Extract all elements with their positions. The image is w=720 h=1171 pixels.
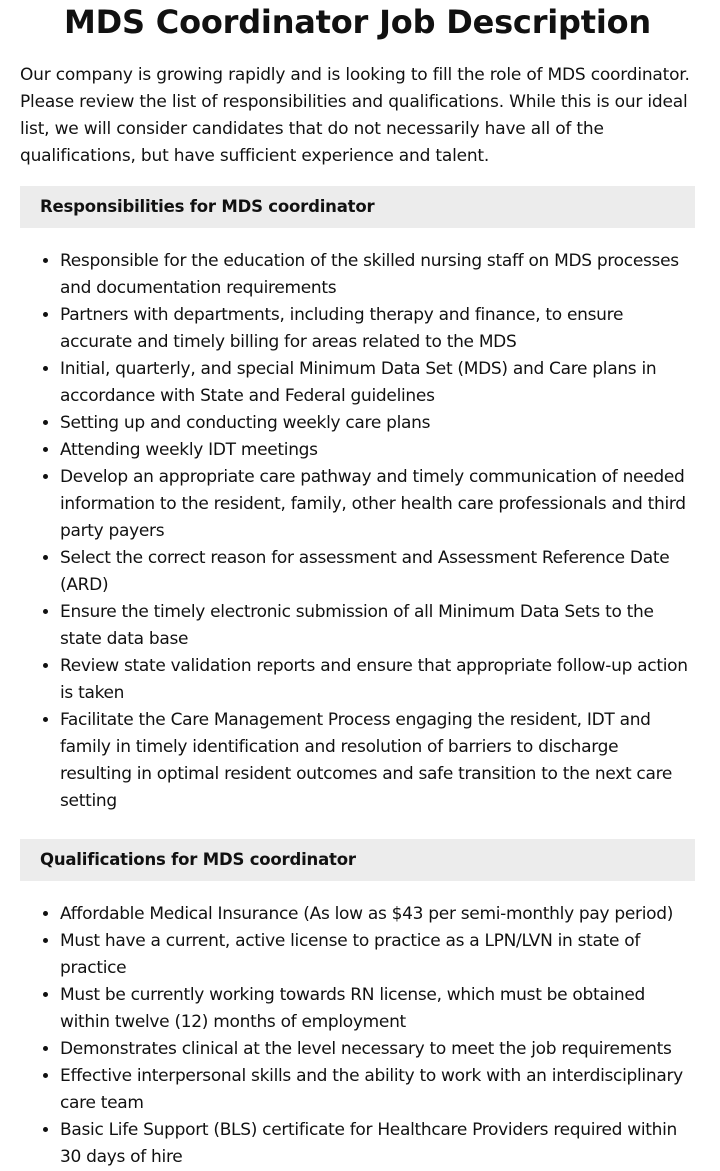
list-item: • Initial, quarterly, and special Minimum Data Set (MDS) and Care plans in accordance with State and Federal guidelines <box>60 356 695 410</box>
responsibilities-list <box>20 248 695 815</box>
list-item: • Affordable Medical Insurance (As low as $43 per semi-monthly pay period) <box>60 901 695 928</box>
list-item: • Must be currently working towards RN license, which must be obtained within twelve (12) months of employment <box>60 982 695 1036</box>
intro-paragraph: Our company is growing rapidly and is looking to fill the role of MDS coordinator. Please review the list of responsibilities and qualifications. While this is our ideal list, we will consider candidates that do not necessarily have all of the qualifications, but have sufficient experience and talent. <box>20 65 690 166</box>
list-item: • Develop an appropriate care pathway and timely communication of needed information to the resident, family, other health care professionals and third party payers <box>60 464 695 545</box>
list-item: • Setting up and conducting weekly care plans <box>60 410 695 437</box>
list-item: • Effective interpersonal skills and the ability to work with an interdisciplinary care team <box>60 1063 695 1117</box>
list-item: • Ensure the timely electronic submission of all Minimum Data Sets to the state data base <box>60 599 695 653</box>
list-item: • Responsible for the education of the skilled nursing staff on MDS processes and documentation requirements <box>60 248 695 302</box>
list-item: • Demonstrates clinical at the level necessary to meet the job requirements <box>60 1036 695 1063</box>
list-item: • Basic Life Support (BLS) certificate for Healthcare Providers required within 30 days of hire <box>60 1117 695 1171</box>
qualifications-heading: Qualifications for MDS coordinator <box>20 839 695 881</box>
responsibilities-heading: Responsibilities for MDS coordinator <box>20 186 695 228</box>
list-item: • Must have a current, active license to practice as a LPN/LVN in state of practice <box>60 928 695 982</box>
page-title: MDS Coordinator Job Description <box>64 3 651 41</box>
list-item: • Select the correct reason for assessment and Assessment Reference Date (ARD) <box>60 545 695 599</box>
list-item: • Review state validation reports and ensure that appropriate follow-up action is taken <box>60 653 695 707</box>
list-item: • Partners with departments, including therapy and finance, to ensure accurate and timely billing for areas related to the MDS <box>60 302 695 356</box>
qualifications-list <box>20 901 695 1171</box>
list-item: • Attending weekly IDT meetings <box>60 437 695 464</box>
list-item: • Facilitate the Care Management Process engaging the resident, IDT and family in timely identification and resolution of barriers to discharge resulting in optimal resident outcomes and safe transition to the next care setting <box>60 707 695 815</box>
